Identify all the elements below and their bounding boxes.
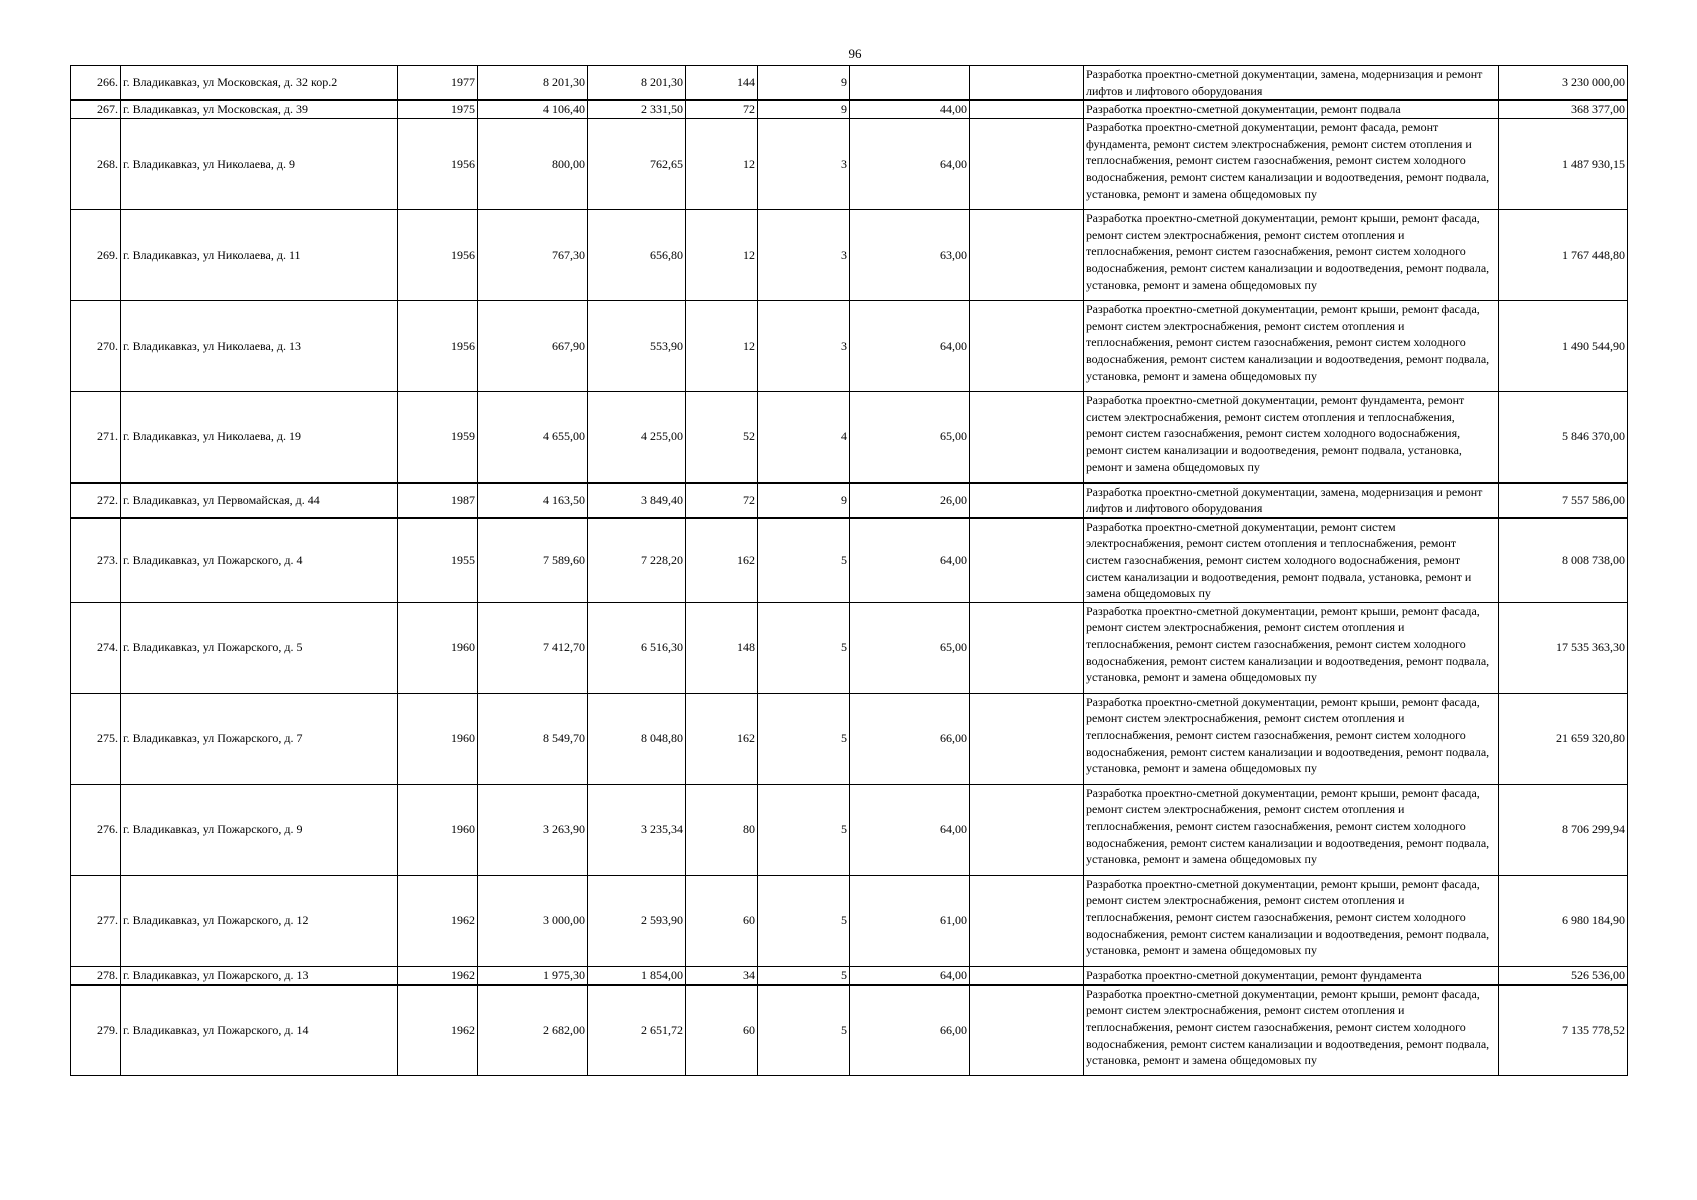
work-description-cell: Разработка проектно-сметной документации, замена, модернизация и ремонт лифтов и лифтового оборудования [1084,66,1499,101]
floors-cell: 5 [758,602,850,693]
work-description-cell: Разработка проектно-сметной документации, ремонт крыши, ремонт фасада, ремонт систем электроснабжения, ремонт систем отопления и теплоснабжения, ремонт систем газоснабжения, ремонт систем холодного водоснабжения, ремонт систем канализации и водоотведения, ремонт подвала, установка, ремонт и замена общедомовых пу [1084,875,1499,966]
area-total-cell: 4 655,00 [478,392,588,483]
year-cell: 1962 [398,875,478,966]
floors-cell: 5 [758,875,850,966]
extra-cell [970,483,1084,518]
floors-cell: 9 [758,483,850,518]
residents-cell: 162 [686,693,758,784]
extra-cell [970,518,1084,602]
area-living-cell: 553,90 [588,301,686,392]
area-total-cell: 1 975,30 [478,966,588,985]
year-cell: 1955 [398,518,478,602]
floors-cell: 3 [758,210,850,301]
row-number: 272. [71,483,121,518]
area-total-cell: 667,90 [478,301,588,392]
work-description-cell: Разработка проектно-сметной документации, ремонт систем электроснабжения, ремонт систем отопления и теплоснабжения, ремонт систем газоснабжения, ремонт систем холодного водоснабжения, ремонт систем канализации и водоотведения, ремонт подвала, установка, ремонт и замена общедомовых пу [1084,518,1499,602]
area-total-cell: 2 682,00 [478,985,588,1076]
wear-cell: 64,00 [850,966,970,985]
address-cell: г. Владикавказ, ул Николаева, д. 11 [121,210,398,301]
floors-cell: 5 [758,693,850,784]
work-description-cell: Разработка проектно-сметной документации, ремонт крыши, ремонт фасада, ремонт систем электроснабжения, ремонт систем отопления и теплоснабжения, ремонт систем газоснабжения, ремонт систем холодного водоснабжения, ремонт систем канализации и водоотведения, ремонт подвала, установка, ремонт и замена общедомовых пу [1084,985,1499,1076]
cost-cell: 6 980 184,90 [1499,875,1628,966]
area-living-cell: 3 849,40 [588,483,686,518]
wear-cell: 64,00 [850,119,970,210]
table-row [71,483,1628,518]
extra-cell [970,210,1084,301]
row-number: 274. [71,602,121,693]
address-cell: г. Владикавказ, ул Николаева, д. 19 [121,392,398,483]
residents-cell: 52 [686,392,758,483]
floors-cell: 9 [758,66,850,101]
address-cell: г. Владикавказ, ул Пожарского, д. 9 [121,784,398,875]
address-cell: г. Владикавказ, ул Пожарского, д. 13 [121,966,398,985]
cost-cell: 526 536,00 [1499,966,1628,985]
cost-cell: 1 487 930,15 [1499,119,1628,210]
work-description-cell: Разработка проектно-сметной документации, ремонт фундамента, ремонт систем электроснабжения, ремонт систем отопления и теплоснабжения, ремонт систем газоснабжения, ремонт систем холодного водоснабжения, ремонт систем канализации и водоотведения, ремонт подвала, установка, ремонт и замена общедомовых пу [1084,392,1499,483]
row-number: 266. [71,66,121,101]
area-total-cell: 8 201,30 [478,66,588,101]
address-cell: г. Владикавказ, ул Первомайская, д. 44 [121,483,398,518]
row-number: 278. [71,966,121,985]
area-living-cell: 6 516,30 [588,602,686,693]
floors-cell: 3 [758,119,850,210]
cost-cell: 7 135 778,52 [1499,985,1628,1076]
area-living-cell: 2 593,90 [588,875,686,966]
wear-cell: 66,00 [850,985,970,1076]
extra-cell [970,985,1084,1076]
table-row [71,66,1628,101]
wear-cell: 65,00 [850,392,970,483]
residents-cell: 162 [686,518,758,602]
floors-cell: 3 [758,301,850,392]
area-living-cell: 656,80 [588,210,686,301]
work-description-cell: Разработка проектно-сметной документации, ремонт крыши, ремонт фасада, ремонт систем электроснабжения, ремонт систем отопления и теплоснабжения, ремонт систем газоснабжения, ремонт систем холодного водоснабжения, ремонт систем канализации и водоотведения, ремонт подвала, установка, ремонт и замена общедомовых пу [1084,602,1499,693]
residents-cell: 34 [686,966,758,985]
table-row [71,392,1628,483]
wear-cell: 63,00 [850,210,970,301]
area-living-cell: 7 228,20 [588,518,686,602]
floors-cell: 5 [758,784,850,875]
wear-cell: 61,00 [850,875,970,966]
extra-cell [970,100,1084,119]
year-cell: 1959 [398,392,478,483]
residents-cell: 60 [686,875,758,966]
extra-cell [970,301,1084,392]
area-living-cell: 1 854,00 [588,966,686,985]
area-total-cell: 8 549,70 [478,693,588,784]
residents-cell: 72 [686,100,758,119]
row-number: 279. [71,985,121,1076]
work-description-cell: Разработка проектно-сметной документации, ремонт крыши, ремонт фасада, ремонт систем электроснабжения, ремонт систем отопления и теплоснабжения, ремонт систем газоснабжения, ремонт систем холодного водоснабжения, ремонт систем канализации и водоотведения, ремонт подвала, установка, ремонт и замена общедомовых пу [1084,693,1499,784]
area-total-cell: 767,30 [478,210,588,301]
address-cell: г. Владикавказ, ул Пожарского, д. 12 [121,875,398,966]
residents-cell: 80 [686,784,758,875]
work-description-cell: Разработка проектно-сметной документации, замена, модернизация и ремонт лифтов и лифтового оборудования [1084,483,1499,518]
residents-cell: 12 [686,119,758,210]
row-number: 275. [71,693,121,784]
row-number: 277. [71,875,121,966]
cost-cell: 7 557 586,00 [1499,483,1628,518]
work-description-cell: Разработка проектно-сметной документации, ремонт фасада, ремонт фундамента, ремонт систем электроснабжения, ремонт систем отопления и теплоснабжения, ремонт систем газоснабжения, ремонт систем холодного водоснабжения, ремонт систем канализации и водоотведения, ремонт подвала, установка, ремонт и замена общедомовых пу [1084,119,1499,210]
table-row [71,784,1628,875]
address-cell: г. Владикавказ, ул Московская, д. 32 кор.2 [121,66,398,101]
page-number: 96 [848,46,862,61]
extra-cell [970,875,1084,966]
area-total-cell: 4 106,40 [478,100,588,119]
area-total-cell: 7 589,60 [478,518,588,602]
row-number: 273. [71,518,121,602]
wear-cell: 44,00 [850,100,970,119]
area-total-cell: 7 412,70 [478,602,588,693]
year-cell: 1960 [398,784,478,875]
area-living-cell: 3 235,34 [588,784,686,875]
extra-cell [970,602,1084,693]
residents-cell: 148 [686,602,758,693]
year-cell: 1956 [398,301,478,392]
extra-cell [970,66,1084,101]
cost-cell: 21 659 320,80 [1499,693,1628,784]
wear-cell: 64,00 [850,784,970,875]
address-cell: г. Владикавказ, ул Пожарского, д. 4 [121,518,398,602]
area-total-cell: 800,00 [478,119,588,210]
year-cell: 1987 [398,483,478,518]
cost-cell: 1 490 544,90 [1499,301,1628,392]
floors-cell: 4 [758,392,850,483]
extra-cell [970,392,1084,483]
row-number: 276. [71,784,121,875]
area-total-cell: 3 263,90 [478,784,588,875]
area-living-cell: 762,65 [588,119,686,210]
residents-cell: 144 [686,66,758,101]
extra-cell [970,784,1084,875]
table-row [71,966,1628,985]
year-cell: 1956 [398,210,478,301]
wear-cell: 64,00 [850,518,970,602]
year-cell: 1960 [398,602,478,693]
work-description-cell: Разработка проектно-сметной документации, ремонт крыши, ремонт фасада, ремонт систем электроснабжения, ремонт систем отопления и теплоснабжения, ремонт систем газоснабжения, ремонт систем холодного водоснабжения, ремонт систем канализации и водоотведения, ремонт подвала, установка, ремонт и замена общедомовых пу [1084,784,1499,875]
wear-cell: 26,00 [850,483,970,518]
extra-cell [970,693,1084,784]
table-row [71,875,1628,966]
cost-cell: 368 377,00 [1499,100,1628,119]
cost-cell: 1 767 448,80 [1499,210,1628,301]
cost-cell: 17 535 363,30 [1499,602,1628,693]
year-cell: 1960 [398,693,478,784]
address-cell: г. Владикавказ, ул Николаева, д. 9 [121,119,398,210]
capital-repair-table [70,65,1628,1076]
residents-cell: 12 [686,210,758,301]
year-cell: 1962 [398,966,478,985]
table-row [71,210,1628,301]
table-row [71,985,1628,1076]
work-description-cell: Разработка проектно-сметной документации, ремонт крыши, ремонт фасада, ремонт систем электроснабжения, ремонт систем отопления и теплоснабжения, ремонт систем газоснабжения, ремонт систем холодного водоснабжения, ремонт систем канализации и водоотведения, ремонт подвала, установка, ремонт и замена общедомовых пу [1084,210,1499,301]
area-living-cell: 8 048,80 [588,693,686,784]
row-number: 271. [71,392,121,483]
year-cell: 1962 [398,985,478,1076]
area-living-cell: 8 201,30 [588,66,686,101]
table-row [71,119,1628,210]
table-row [71,100,1628,119]
area-total-cell: 4 163,50 [478,483,588,518]
area-living-cell: 2 651,72 [588,985,686,1076]
wear-cell: 65,00 [850,602,970,693]
extra-cell [970,966,1084,985]
cost-cell: 8 008 738,00 [1499,518,1628,602]
residents-cell: 12 [686,301,758,392]
address-cell: г. Владикавказ, ул Пожарского, д. 5 [121,602,398,693]
area-living-cell: 2 331,50 [588,100,686,119]
floors-cell: 5 [758,518,850,602]
table-row [71,518,1628,602]
row-number: 268. [71,119,121,210]
address-cell: г. Владикавказ, ул Пожарского, д. 14 [121,985,398,1076]
floors-cell: 5 [758,966,850,985]
row-number: 270. [71,301,121,392]
table-row [71,602,1628,693]
row-number: 267. [71,100,121,119]
work-description-cell: Разработка проектно-сметной документации, ремонт фундамента [1084,966,1499,985]
year-cell: 1956 [398,119,478,210]
table-row [71,301,1628,392]
year-cell: 1977 [398,66,478,101]
wear-cell: 66,00 [850,693,970,784]
area-living-cell: 4 255,00 [588,392,686,483]
cost-cell: 8 706 299,94 [1499,784,1628,875]
address-cell: г. Владикавказ, ул Московская, д. 39 [121,100,398,119]
work-description-cell: Разработка проектно-сметной документации, ремонт подвала [1084,100,1499,119]
table-row [71,693,1628,784]
row-number: 269. [71,210,121,301]
cost-cell: 5 846 370,00 [1499,392,1628,483]
year-cell: 1975 [398,100,478,119]
extra-cell [970,119,1084,210]
residents-cell: 60 [686,985,758,1076]
address-cell: г. Владикавказ, ул Николаева, д. 13 [121,301,398,392]
wear-cell: 64,00 [850,301,970,392]
address-cell: г. Владикавказ, ул Пожарского, д. 7 [121,693,398,784]
floors-cell: 5 [758,985,850,1076]
floors-cell: 9 [758,100,850,119]
work-description-cell: Разработка проектно-сметной документации, ремонт крыши, ремонт фасада, ремонт систем электроснабжения, ремонт систем отопления и теплоснабжения, ремонт систем газоснабжения, ремонт систем холодного водоснабжения, ремонт систем канализации и водоотведения, ремонт подвала, установка, ремонт и замена общедомовых пу [1084,301,1499,392]
residents-cell: 72 [686,483,758,518]
area-total-cell: 3 000,00 [478,875,588,966]
wear-cell [850,66,970,101]
cost-cell: 3 230 000,00 [1499,66,1628,101]
